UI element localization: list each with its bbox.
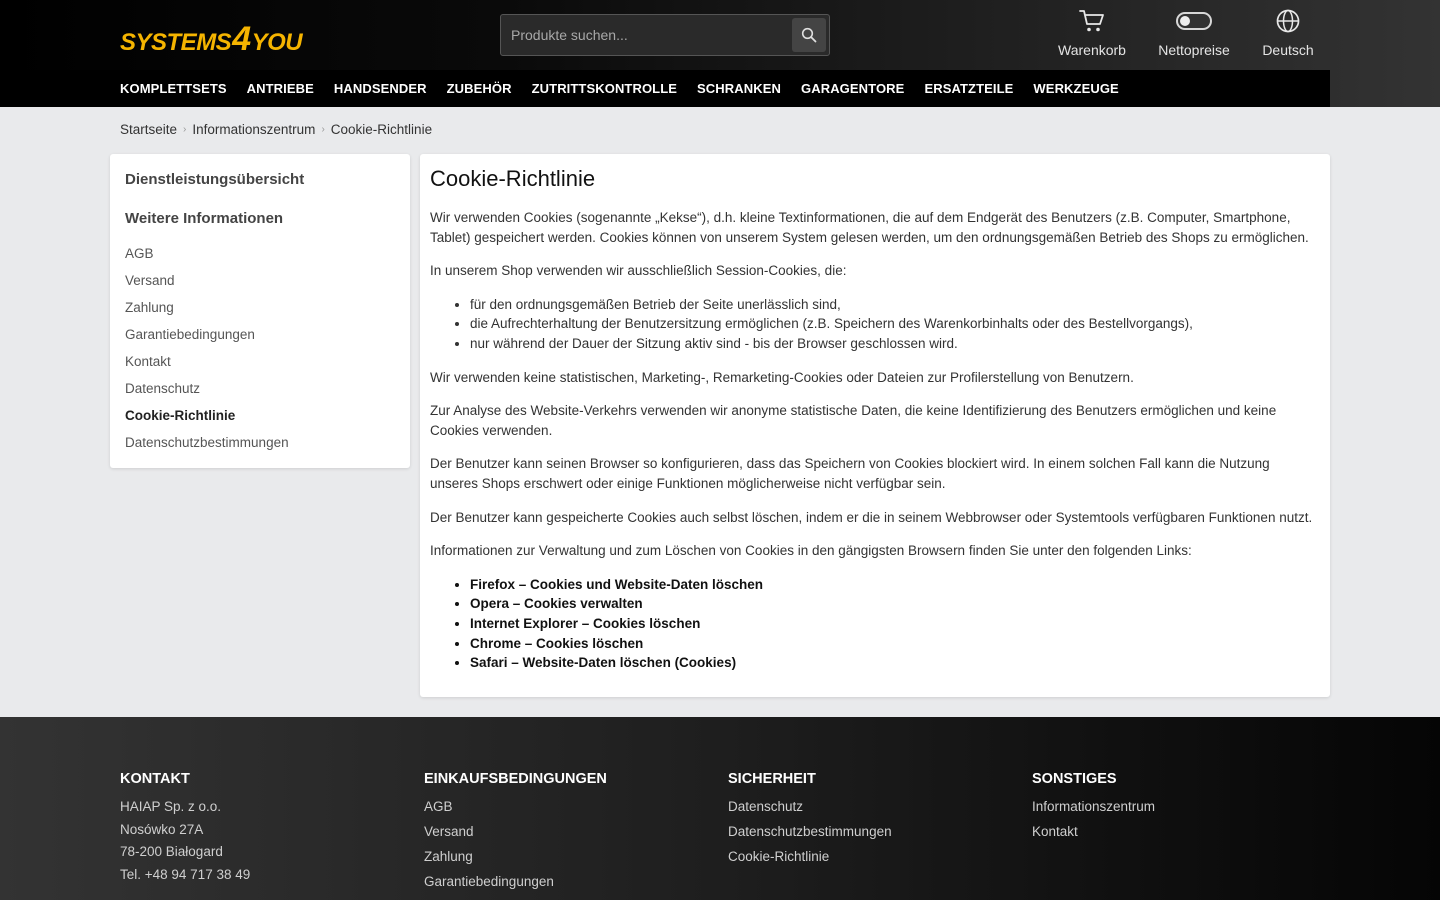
- paragraph-links-intro: Informationen zur Verwaltung und zum Löschen von Cookies in den gängigsten Browsern finden Sie unter den folgenden Links:: [430, 543, 1192, 559]
- main-content: [420, 154, 1330, 697]
- nav-item-garagentore[interactable]: GARAGENTORE: [801, 81, 905, 96]
- list-item: • für den ordnungsgemäßen Betrieb der Seite unerlässlich sind,: [470, 295, 1320, 315]
- main-navigation: [0, 70, 1330, 107]
- footer-city: 78-200 Białogard: [120, 844, 223, 859]
- sidebar-item-datenschutz[interactable]: Datenschutz: [125, 381, 201, 396]
- session-cookie-list: [470, 295, 1320, 354]
- netto-prices-toggle[interactable]: [1155, 6, 1233, 58]
- breadcrumb-current: Cookie-Richtlinie: [330, 122, 433, 137]
- search-button[interactable]: [792, 18, 826, 52]
- breadcrumb: [120, 122, 432, 137]
- logo-text-four: 4: [232, 20, 251, 58]
- breadcrumb-info-center[interactable]: Informationszentrum: [192, 122, 316, 137]
- footer-col-sicherheit: [728, 771, 892, 874]
- footer-phone[interactable]: Tel. +48 94 717 38 49: [120, 866, 251, 882]
- list-item: • nur während der Dauer der Sitzung aktiv sind - bis der Browser geschlossen wird.: [470, 334, 1320, 354]
- footer-link-datenschutz[interactable]: Datenschutz: [728, 799, 804, 814]
- nav-item-komplettsets[interactable]: KOMPLETTSETS: [120, 81, 227, 96]
- footer-link-versand[interactable]: Versand: [424, 824, 474, 839]
- footer-heading-sonstiges: SONSTIGES: [1032, 771, 1117, 787]
- paragraph-analysis: Zur Analyse des Website-Verkehrs verwenden wir anonyme statistische Daten, die keine Identifizierung des Benutzers ermöglichen und keine Cookies verwenden.: [430, 403, 1277, 438]
- nav-item-antriebe[interactable]: ANTRIEBE: [246, 81, 314, 96]
- sidebar-service-overview[interactable]: Dienstleistungsübersicht: [125, 171, 305, 188]
- paragraph-browser-config: Der Benutzer kann seinen Browser so konfigurieren, dass das Speichern von Cookies blockiert wird. In einem solchen Fall kann die Nutzung unseres Shops erschwert oder einige Funktionen möglicherweise nicht verfügbar sein.: [430, 456, 1270, 491]
- logo[interactable]: [120, 20, 303, 58]
- site-footer: [0, 717, 1440, 900]
- chevron-right-icon: ›: [183, 124, 187, 135]
- paragraph-intro: Wir verwenden Cookies (sogenannte „Kekse“), d.h. kleine Textinformationen, die auf dem Endgerät des Benutzers (z.B. Computer, Smartphone, Tablet) gespeichert werden. Cookies können von unserem System gelesen werden, um den ordnungsgemäßen Betrieb des Shops zu ermöglichen.: [430, 210, 1309, 245]
- language-selector[interactable]: [1260, 6, 1316, 58]
- netto-label: Nettopreise: [1158, 42, 1230, 58]
- globe-icon: [1275, 8, 1301, 34]
- list-item: • die Aufrechterhaltung der Benutzersitzung ermöglichen (z.B. Speichern des Warenkorbinhalts oder des Bestellvorgangs),: [470, 314, 1320, 334]
- sidebar-item-versand[interactable]: Versand: [125, 273, 175, 288]
- site-header: [0, 0, 1440, 107]
- cart-label: Warenkorb: [1058, 42, 1126, 58]
- paragraph-delete-cookies: Der Benutzer kann gespeicherte Cookies auch selbst löschen, indem er die in seinem Webbrowser oder Systemtools verfügbaren Funktionen nutzt.: [430, 509, 1313, 525]
- sidebar: [110, 154, 410, 468]
- paragraph-session-cookies: In unserem Shop verwenden wir ausschließlich Session-Cookies, die:: [430, 263, 847, 279]
- nav-item-schranken[interactable]: SCHRANKEN: [697, 81, 781, 96]
- logo-text-systems: SYSTEMS: [120, 29, 232, 56]
- logo-text-you: YOU: [251, 29, 303, 56]
- footer-link-kontakt[interactable]: Kontakt: [1032, 824, 1078, 839]
- paragraph-no-marketing: Wir verwenden keine statistischen, Marketing-, Remarketing-Cookies oder Dateien zur Profilerstellung von Benutzern.: [430, 369, 1134, 385]
- sidebar-item-garantiebedingungen[interactable]: Garantiebedingungen: [125, 327, 255, 342]
- nav-item-werkzeuge[interactable]: WERKZEUGE: [1033, 81, 1119, 96]
- sidebar-item-kontakt[interactable]: Kontakt: [125, 354, 171, 369]
- browser-links-list: [470, 575, 1320, 673]
- search-box: [500, 14, 830, 56]
- link-internet-explorer[interactable]: • Internet Explorer – Cookies löschen: [470, 614, 1320, 634]
- link-chrome[interactable]: • Chrome – Cookies löschen: [470, 634, 1320, 654]
- footer-col-kontakt: [120, 771, 250, 889]
- footer-link-zahlung[interactable]: Zahlung: [424, 849, 473, 864]
- nav-item-zutrittskontrolle[interactable]: ZUTRITTSKONTROLLE: [531, 81, 678, 96]
- footer-link-agb[interactable]: AGB: [424, 799, 453, 814]
- footer-street: Nosówko 27A: [120, 821, 204, 837]
- chevron-right-icon: ›: [321, 124, 325, 135]
- cart-button[interactable]: [1058, 6, 1126, 58]
- sidebar-item-datenschutzbestimmungen[interactable]: Datenschutzbestimmungen: [125, 435, 289, 450]
- toggle-knob: [1180, 16, 1190, 26]
- footer-link-cookie[interactable]: Cookie-Richtlinie: [728, 849, 830, 864]
- nav-item-ersatzteile[interactable]: ERSATZTEILE: [924, 81, 1014, 96]
- toggle-switch[interactable]: [1176, 12, 1212, 30]
- page-title: Cookie-Richtlinie: [430, 166, 596, 191]
- nav-item-handsender[interactable]: HANDSENDER: [333, 81, 427, 96]
- sidebar-item-agb[interactable]: AGB: [125, 246, 154, 261]
- search-input[interactable]: [501, 15, 791, 55]
- link-safari[interactable]: • Safari – Website-Daten löschen (Cookies): [470, 653, 1320, 673]
- sidebar-item-zahlung[interactable]: Zahlung: [125, 300, 174, 315]
- footer-col-sonstiges: [1032, 771, 1155, 849]
- footer-heading-sicherheit: SICHERHEIT: [728, 771, 816, 787]
- footer-heading-kontakt: KONTAKT: [120, 771, 190, 787]
- sidebar-further-info-heading: Weitere Informationen: [125, 210, 284, 227]
- nav-item-zubehoer[interactable]: ZUBEHÖR: [446, 81, 512, 96]
- link-opera[interactable]: • Opera – Cookies verwalten: [470, 594, 1320, 614]
- footer-company: HAIAP Sp. z o.o.: [120, 799, 222, 814]
- language-label: Deutsch: [1262, 42, 1314, 58]
- footer-col-einkauf: [424, 771, 607, 899]
- footer-link-datenschutzbestimmungen[interactable]: Datenschutzbestimmungen: [728, 824, 892, 839]
- footer-link-garantie[interactable]: Garantiebedingungen: [424, 874, 554, 889]
- breadcrumb-home[interactable]: Startseite: [120, 122, 178, 137]
- cart-icon: [1078, 8, 1106, 34]
- link-firefox[interactable]: • Firefox – Cookies und Website-Daten löschen: [470, 575, 1320, 595]
- footer-link-informationszentrum[interactable]: Informationszentrum: [1032, 799, 1156, 814]
- search-icon: [801, 27, 817, 43]
- sidebar-item-cookie-richtlinie[interactable]: Cookie-Richtlinie: [125, 408, 236, 423]
- footer-heading-einkauf: EINKAUFSBEDINGUNGEN: [424, 771, 607, 787]
